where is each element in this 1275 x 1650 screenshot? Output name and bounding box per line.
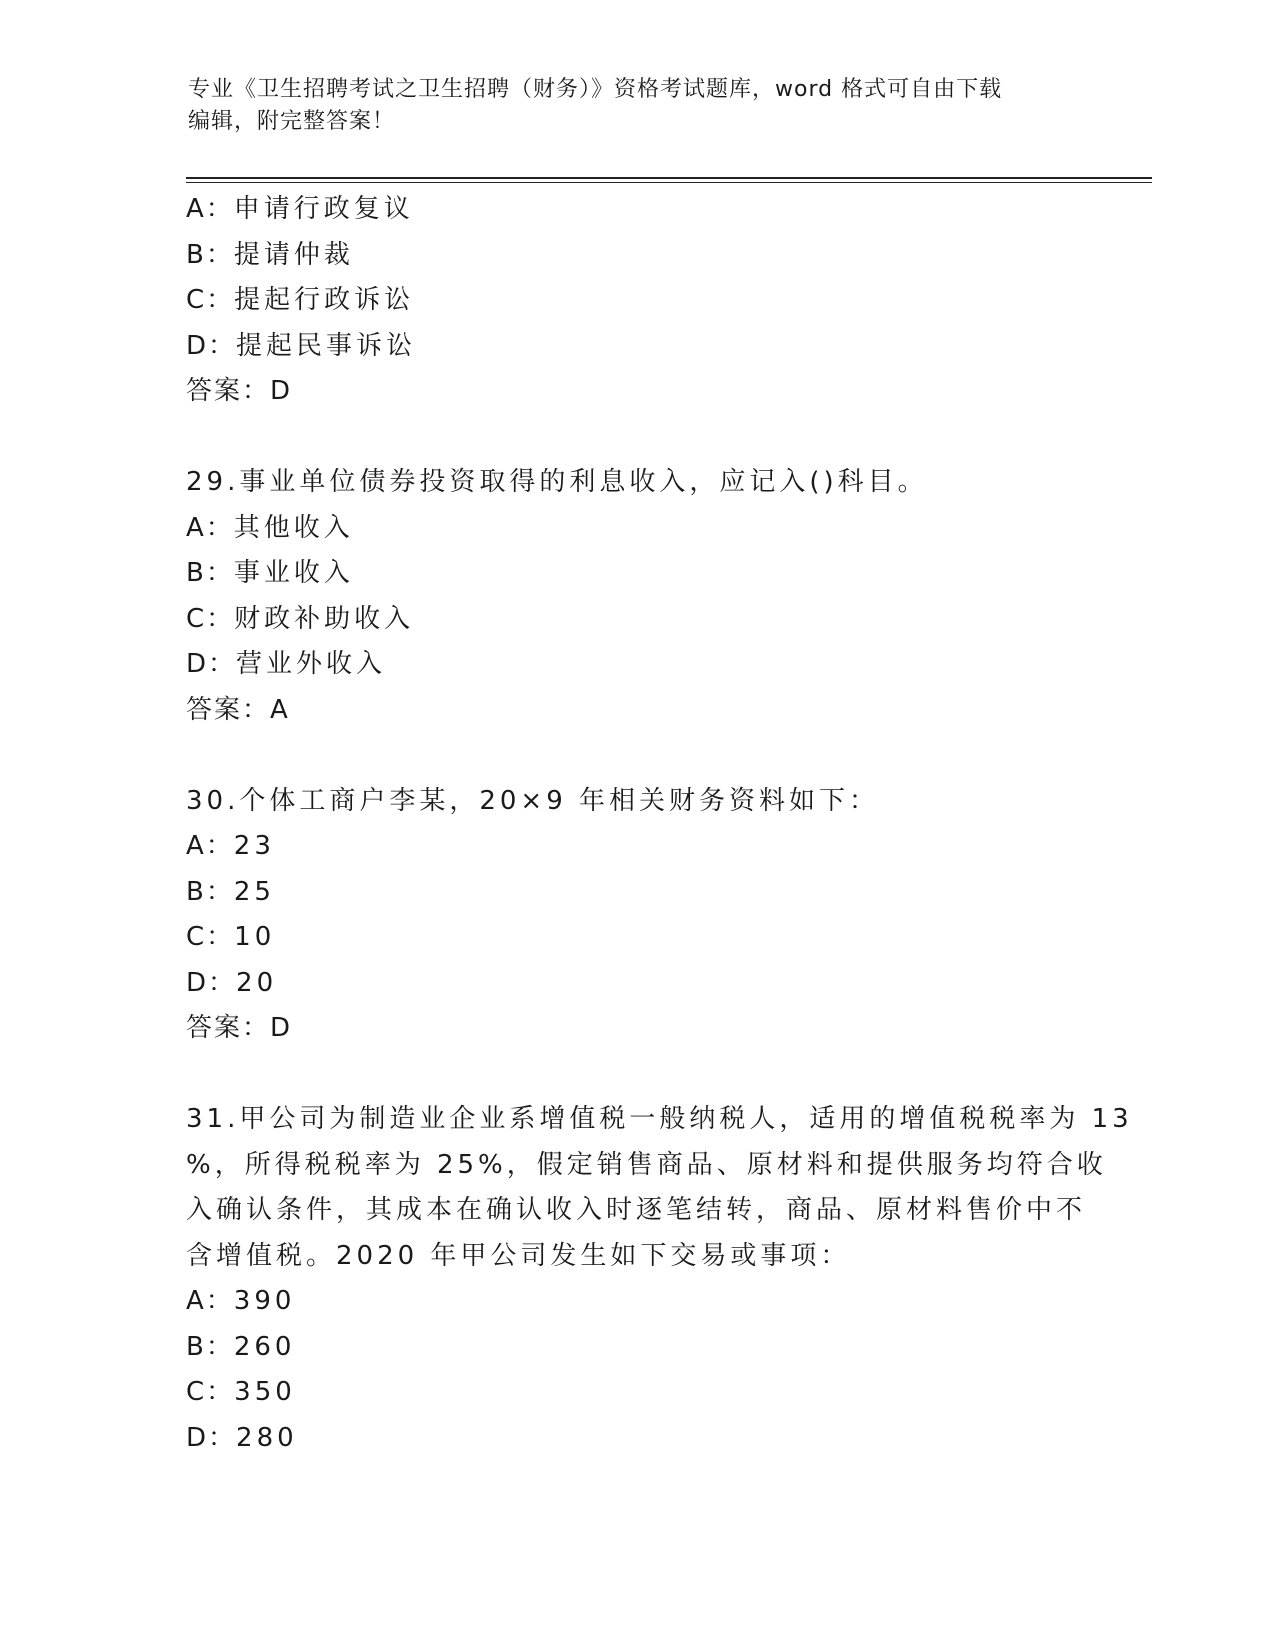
header-line-2: 编辑，附完整答案！ [188,109,396,134]
document-header [188,74,1088,138]
option-b: B：提请仲裁 [186,239,354,270]
answer-value: D [270,376,293,406]
spacer [186,1052,1086,1098]
option-a: A：390 [186,1286,296,1316]
answer-line [186,369,1086,415]
question-31 [186,1097,1133,1461]
question-stem-line-4: 含增值税。2020 年甲公司发生如下交易或事项： [186,1240,851,1271]
answer-label: 答案： [186,694,271,725]
option-a: A：申请行政复议 [186,194,414,224]
header-line-1: 专业《卫生招聘考试之卫生招聘（财务）》资格考试题库，word 格式可自由下载 [188,77,1003,102]
question-stem: 30.个体工商户李某，20×9 年相关财务资料如下： [186,785,880,816]
question-29 [186,460,1086,733]
answer-line [186,688,1086,734]
option-d: D：280 [186,1422,298,1453]
question-28 [186,187,1086,415]
spacer [186,733,1086,779]
question-stem-line-3: 入确认条件，其成本在确认收入时逐笔结转，商品、原材料售价中不 [186,1195,1087,1225]
answer-line [186,1006,1086,1052]
option-b: B：25 [186,876,275,907]
question-list [186,187,1133,1461]
answer-label: 答案： [186,376,271,406]
option-b: B：260 [186,1331,296,1362]
question-30 [186,779,1086,1052]
spacer [186,415,1086,461]
option-d: D：营业外收入 [186,649,387,679]
option-d: D：20 [186,967,278,998]
option-c: C：10 [186,922,276,952]
answer-label: 答案： [186,1013,271,1043]
answer-value: D [270,1013,293,1043]
question-stem-line-1: 31.甲公司为制造业企业系增值税一般纳税人，适用的增值税税率为 13 [186,1104,1133,1134]
option-a: A：23 [186,831,275,861]
option-d: D：提起民事诉讼 [186,330,417,361]
answer-value: A [270,694,290,725]
question-stem: 29.事业单位债券投资取得的利息收入，应记入()科目。 [186,467,928,497]
question-stem-line-2: %，所得税税率为 25%，假定销售商品、原材料和提供服务均符合收 [186,1149,1107,1180]
option-a: A：其他收入 [186,512,354,543]
header-divider-thin [186,182,1152,183]
option-b: B：事业收入 [186,558,354,588]
option-c: C：350 [186,1377,296,1407]
header-divider-thick [186,177,1152,179]
option-c: C：财政补助收入 [186,603,415,634]
option-c: C：提起行政诉讼 [186,285,415,315]
